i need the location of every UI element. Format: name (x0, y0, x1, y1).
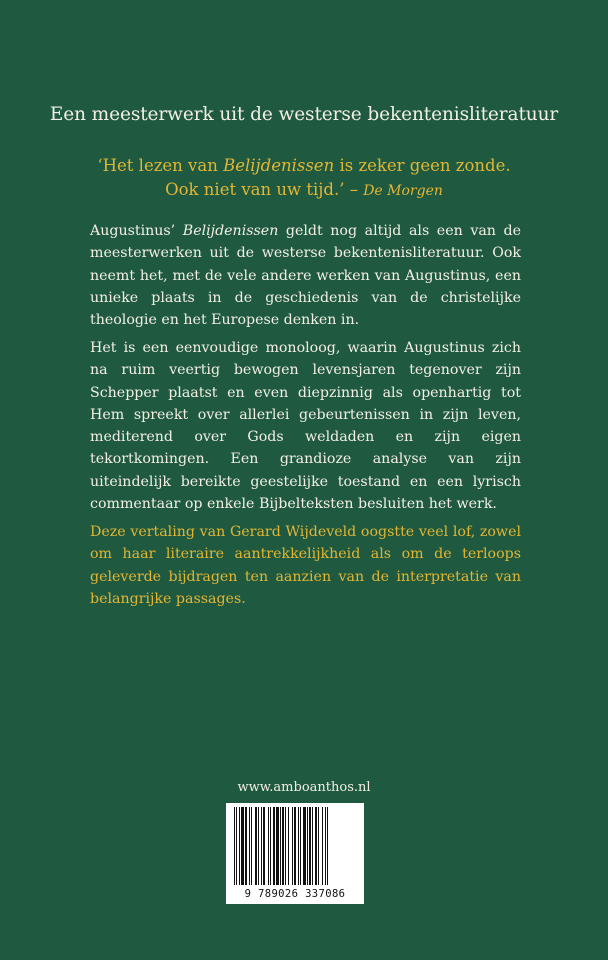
barcode-bar (294, 807, 296, 885)
barcode-bar (251, 807, 252, 885)
publisher-url[interactable]: www.amboanthos.nl (237, 780, 371, 795)
barcode-bars (232, 807, 358, 885)
quote-line-1 (0, 154, 608, 178)
p1-pre: Augustinus’ (90, 223, 183, 239)
quote-book-title: Belijdenissen (223, 156, 335, 175)
quote-line-2 (0, 178, 608, 203)
barcode-bar (303, 807, 306, 885)
barcode-bar (234, 807, 235, 885)
barcode-bar (312, 807, 313, 885)
press-quote (0, 154, 608, 203)
barcode-bar (236, 807, 237, 885)
quote-line-2-text: Ook niet van uw tijd.’ (165, 180, 345, 199)
quote-source: De Morgen (363, 183, 443, 199)
barcode-bar (280, 807, 281, 885)
barcode-bar (268, 807, 269, 885)
barcode-bar (325, 807, 326, 885)
description-paragraph-2: Het is een eenvoudige monoloog, waarin Augustinus zich na ruim veertig bewogen levensjaren tegenover zijn Schepper plaatst en even diepzinnig als openhartig tot Hem spreekt over allerlei gebeurtenissen in zijn leven, mediterend over Gods weldaden en zijn eigen tekortkomingen. Een grandioze analyse van zijn uiteindelijk bereikte geestelijke toestand en een lyrisch commentaar op enkele Bijbelteksten besluiten het werk. (90, 340, 521, 513)
cover-heading: Een meesterwerk uit de westerse bekentenisliteratuur (49, 104, 559, 125)
quote-dash: – (344, 180, 364, 199)
barcode-bar (327, 807, 328, 885)
barcode-bar (285, 807, 286, 885)
barcode-bar (309, 807, 311, 885)
barcode (226, 803, 364, 904)
barcode-bar (270, 807, 271, 885)
barcode-bar (255, 807, 257, 885)
barcode-bar (322, 807, 323, 885)
barcode-bar (273, 807, 275, 885)
barcode-bar (263, 807, 265, 885)
barcode-bar (307, 807, 308, 885)
isbn-number: 9 789026 337086 (244, 888, 346, 900)
quote-post: is zeker geen zonde. (334, 156, 511, 175)
barcode-bar (282, 807, 284, 885)
barcode-bar (241, 807, 244, 885)
p1-book-title: Belijdenissen (182, 223, 279, 239)
barcode-bar (276, 807, 279, 885)
barcode-bar (318, 807, 319, 885)
barcode-bar (315, 807, 317, 885)
barcode-bar (288, 807, 289, 885)
barcode-bar (249, 807, 250, 885)
barcode-bar (258, 807, 259, 885)
description-paragraph-1 (90, 220, 521, 331)
p1-post: geldt nog altijd als een van de meesterwerken uit de westerse bekentenisliteratuur. Ook neemt het, met de vele andere werken van Augustinus, een unieke plaats in de geschiedenis van de christelijke theologie en het Europese denken in. (90, 223, 522, 329)
barcode-bar (292, 807, 293, 885)
barcode-bar (300, 807, 301, 885)
barcode-bar (261, 807, 262, 885)
translation-paragraph: Deze vertaling van Gerard Wijdeveld oogstte veel lof, zowel om haar literaire aantrekkelijkheid als om de terloops geleverde bijdragen ten aanzien van de interpretatie van belangrijke passages. (90, 524, 521, 607)
barcode-bar (239, 807, 240, 885)
quote-pre: ‘Het lezen van (97, 156, 224, 175)
barcode-bar (298, 807, 299, 885)
barcode-bar (245, 807, 247, 885)
